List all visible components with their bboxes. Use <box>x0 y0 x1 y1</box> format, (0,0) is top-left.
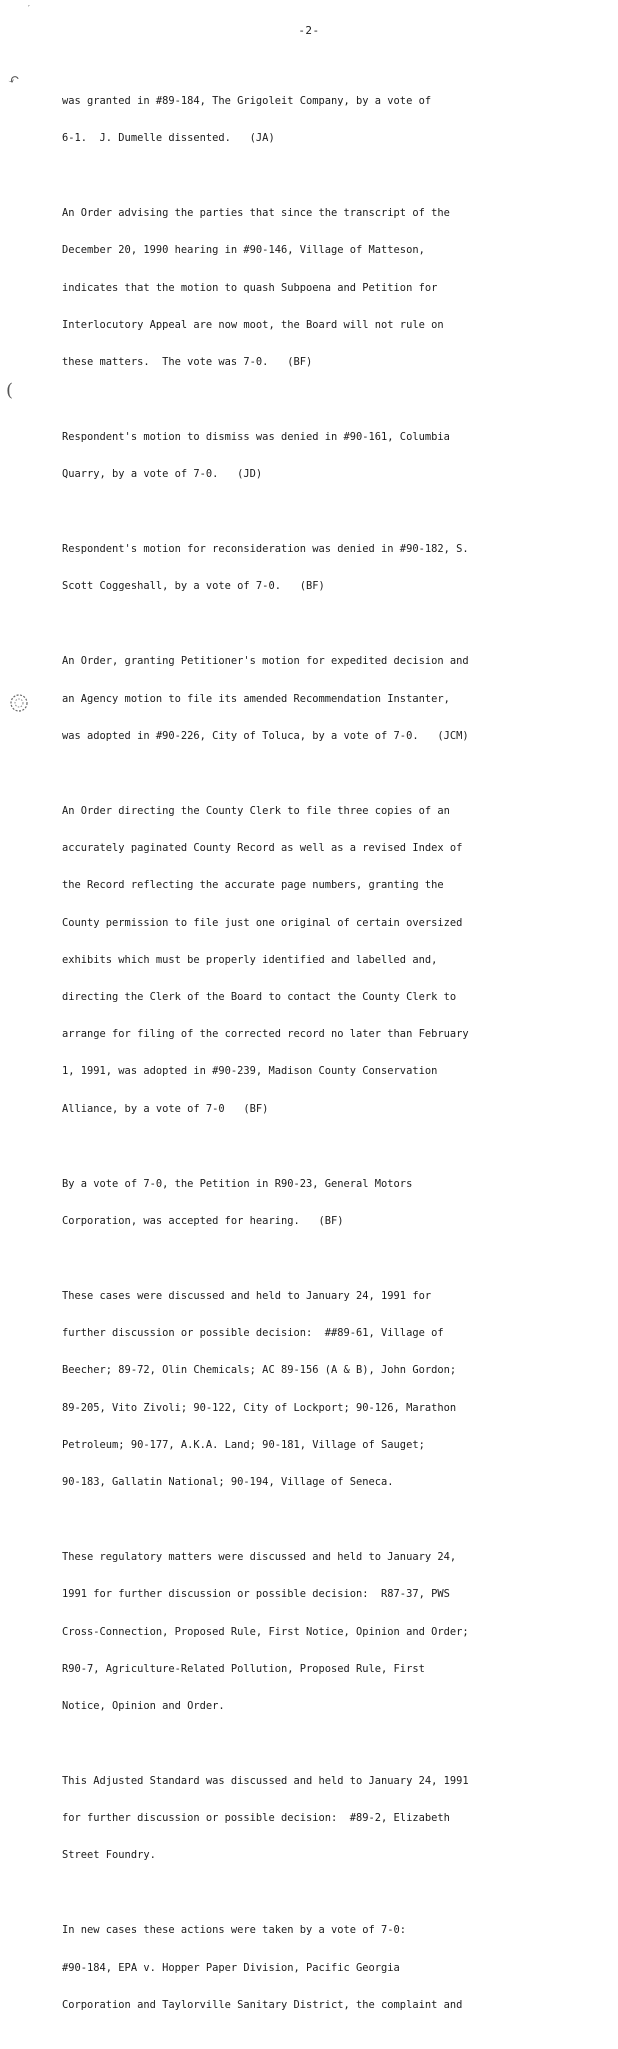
text-line: An Order, granting Petitioner's motion for expedited decision and <box>62 655 469 668</box>
text-line: was adopted in #90-226, City of Toluca, by a vote of 7-0. (JCM) <box>62 729 469 742</box>
text-line: An Order directing the County Clerk to file three copies of an <box>62 804 450 817</box>
text-line: Notice, Opinion and Order. <box>62 1699 225 1712</box>
paragraph-madison-county-order <box>62 780 582 1140</box>
text-line: December 20, 1990 hearing in #90-146, Village of Matteson, <box>62 244 425 257</box>
paragraph-adjusted-standard <box>62 1750 582 1886</box>
text-line: Corporation, was accepted for hearing. (BF) <box>62 1214 344 1227</box>
text-line: Corporation and Taylorville Sanitary District, the complaint and <box>62 1998 463 2011</box>
text-line: directing the Clerk of the Board to contact the County Clerk to <box>62 991 457 1004</box>
text-line: Respondent's motion for reconsideration was denied in #90-182, S. <box>62 543 469 556</box>
text-line: further discussion or possible decision: ##89-61, Village of <box>62 1327 444 1340</box>
text-line: the Record reflecting the accurate page numbers, granting the <box>62 879 444 892</box>
paragraph-regulatory-matters <box>62 1526 582 1737</box>
text-line: these matters. The vote was 7-0. (BF) <box>62 355 313 368</box>
text-line: By a vote of 7-0, the Petition in R90-23, General Motors <box>62 1177 413 1190</box>
text-line: These regulatory matters were discussed and held to January 24, <box>62 1551 457 1564</box>
text-line: for further discussion or possible decision: #89-2, Elizabeth <box>62 1812 450 1825</box>
binder-hole-mark <box>8 692 30 714</box>
text-line: 1, 1991, was adopted in #90-239, Madison County Conservation <box>62 1065 438 1078</box>
text-line: County permission to file just one original of certain oversized <box>62 916 463 929</box>
text-line: indicates that the motion to quash Subpoena and Petition for <box>62 281 438 294</box>
text-line: Scott Coggeshall, by a vote of 7-0. (BF) <box>62 580 325 593</box>
text-line: #90-184, EPA v. Hopper Paper Division, Pacific Georgia <box>62 1961 400 1974</box>
paragraph-columbia-quarry <box>62 406 582 505</box>
text-line: 89-205, Vito Zivoli; 90-122, City of Lockport; 90-126, Marathon <box>62 1401 457 1414</box>
text-line: exhibits which must be properly identified and labelled and, <box>62 953 438 966</box>
text-line: Petroleum; 90-177, A.K.A. Land; 90-181, Village of Sauget; <box>62 1438 425 1451</box>
margin-bracket-mark: ( <box>6 380 14 401</box>
text-line: Respondent's motion to dismiss was denied in #90-161, Columbia <box>62 430 450 443</box>
corner-scan-mark: ′ <box>28 4 30 13</box>
text-line: In new cases these actions were taken by a vote of 7-0: <box>62 1924 407 1937</box>
text-line: This Adjusted Standard was discussed and held to January 24, 1991 <box>62 1775 469 1787</box>
text-line: 90-183, Gallatin National; 90-194, Village of Seneca. <box>62 1476 394 1489</box>
paragraph-toluca-order <box>62 631 582 767</box>
text-line: 1991 for further discussion or possible decision: R87-37, PWS <box>62 1588 450 1601</box>
paragraph-general-motors <box>62 1153 582 1252</box>
margin-pen-mark: ↶ <box>5 70 23 90</box>
paragraph-matteson-order <box>62 182 582 393</box>
text-line: arrange for filing of the corrected record no later than February <box>62 1028 469 1041</box>
text-line: Alliance, by a vote of 7-0 (BF) <box>62 1102 269 1115</box>
text-line: These cases were discussed and held to January 24, 1991 for <box>62 1289 432 1302</box>
text-line: Cross-Connection, Proposed Rule, First Notice, Opinion and Order; <box>62 1625 469 1638</box>
paragraph-grigoleit-vote <box>62 70 582 169</box>
text-line: was granted in #89-184, The Grigoleit Company, by a vote of <box>62 94 432 107</box>
text-line: R90-7, Agriculture-Related Pollution, Proposed Rule, First <box>62 1662 425 1675</box>
paragraph-held-cases <box>62 1265 582 1513</box>
text-line: an Agency motion to file its amended Recommendation Instanter, <box>62 692 450 705</box>
text-line: Interlocutory Appeal are now moot, the Board will not rule on <box>62 318 444 331</box>
text-line: accurately paginated County Record as well as a revised Index of <box>62 842 463 855</box>
paragraph-new-cases <box>62 1900 582 2036</box>
document-body <box>62 70 582 2049</box>
text-line: Street Foundry. <box>62 1849 156 1862</box>
text-line: An Order advising the parties that since the transcript of the <box>62 207 450 220</box>
text-line: Quarry, by a vote of 7-0. (JD) <box>62 468 263 481</box>
page-number: -2- <box>298 24 320 37</box>
text-line: 6-1. J. Dumelle dissented. (JA) <box>62 132 275 145</box>
text-line: Beecher; 89-72, Olin Chemicals; AC 89-156 (A & B), John Gordon; <box>62 1364 457 1377</box>
paragraph-coggeshall <box>62 518 582 617</box>
